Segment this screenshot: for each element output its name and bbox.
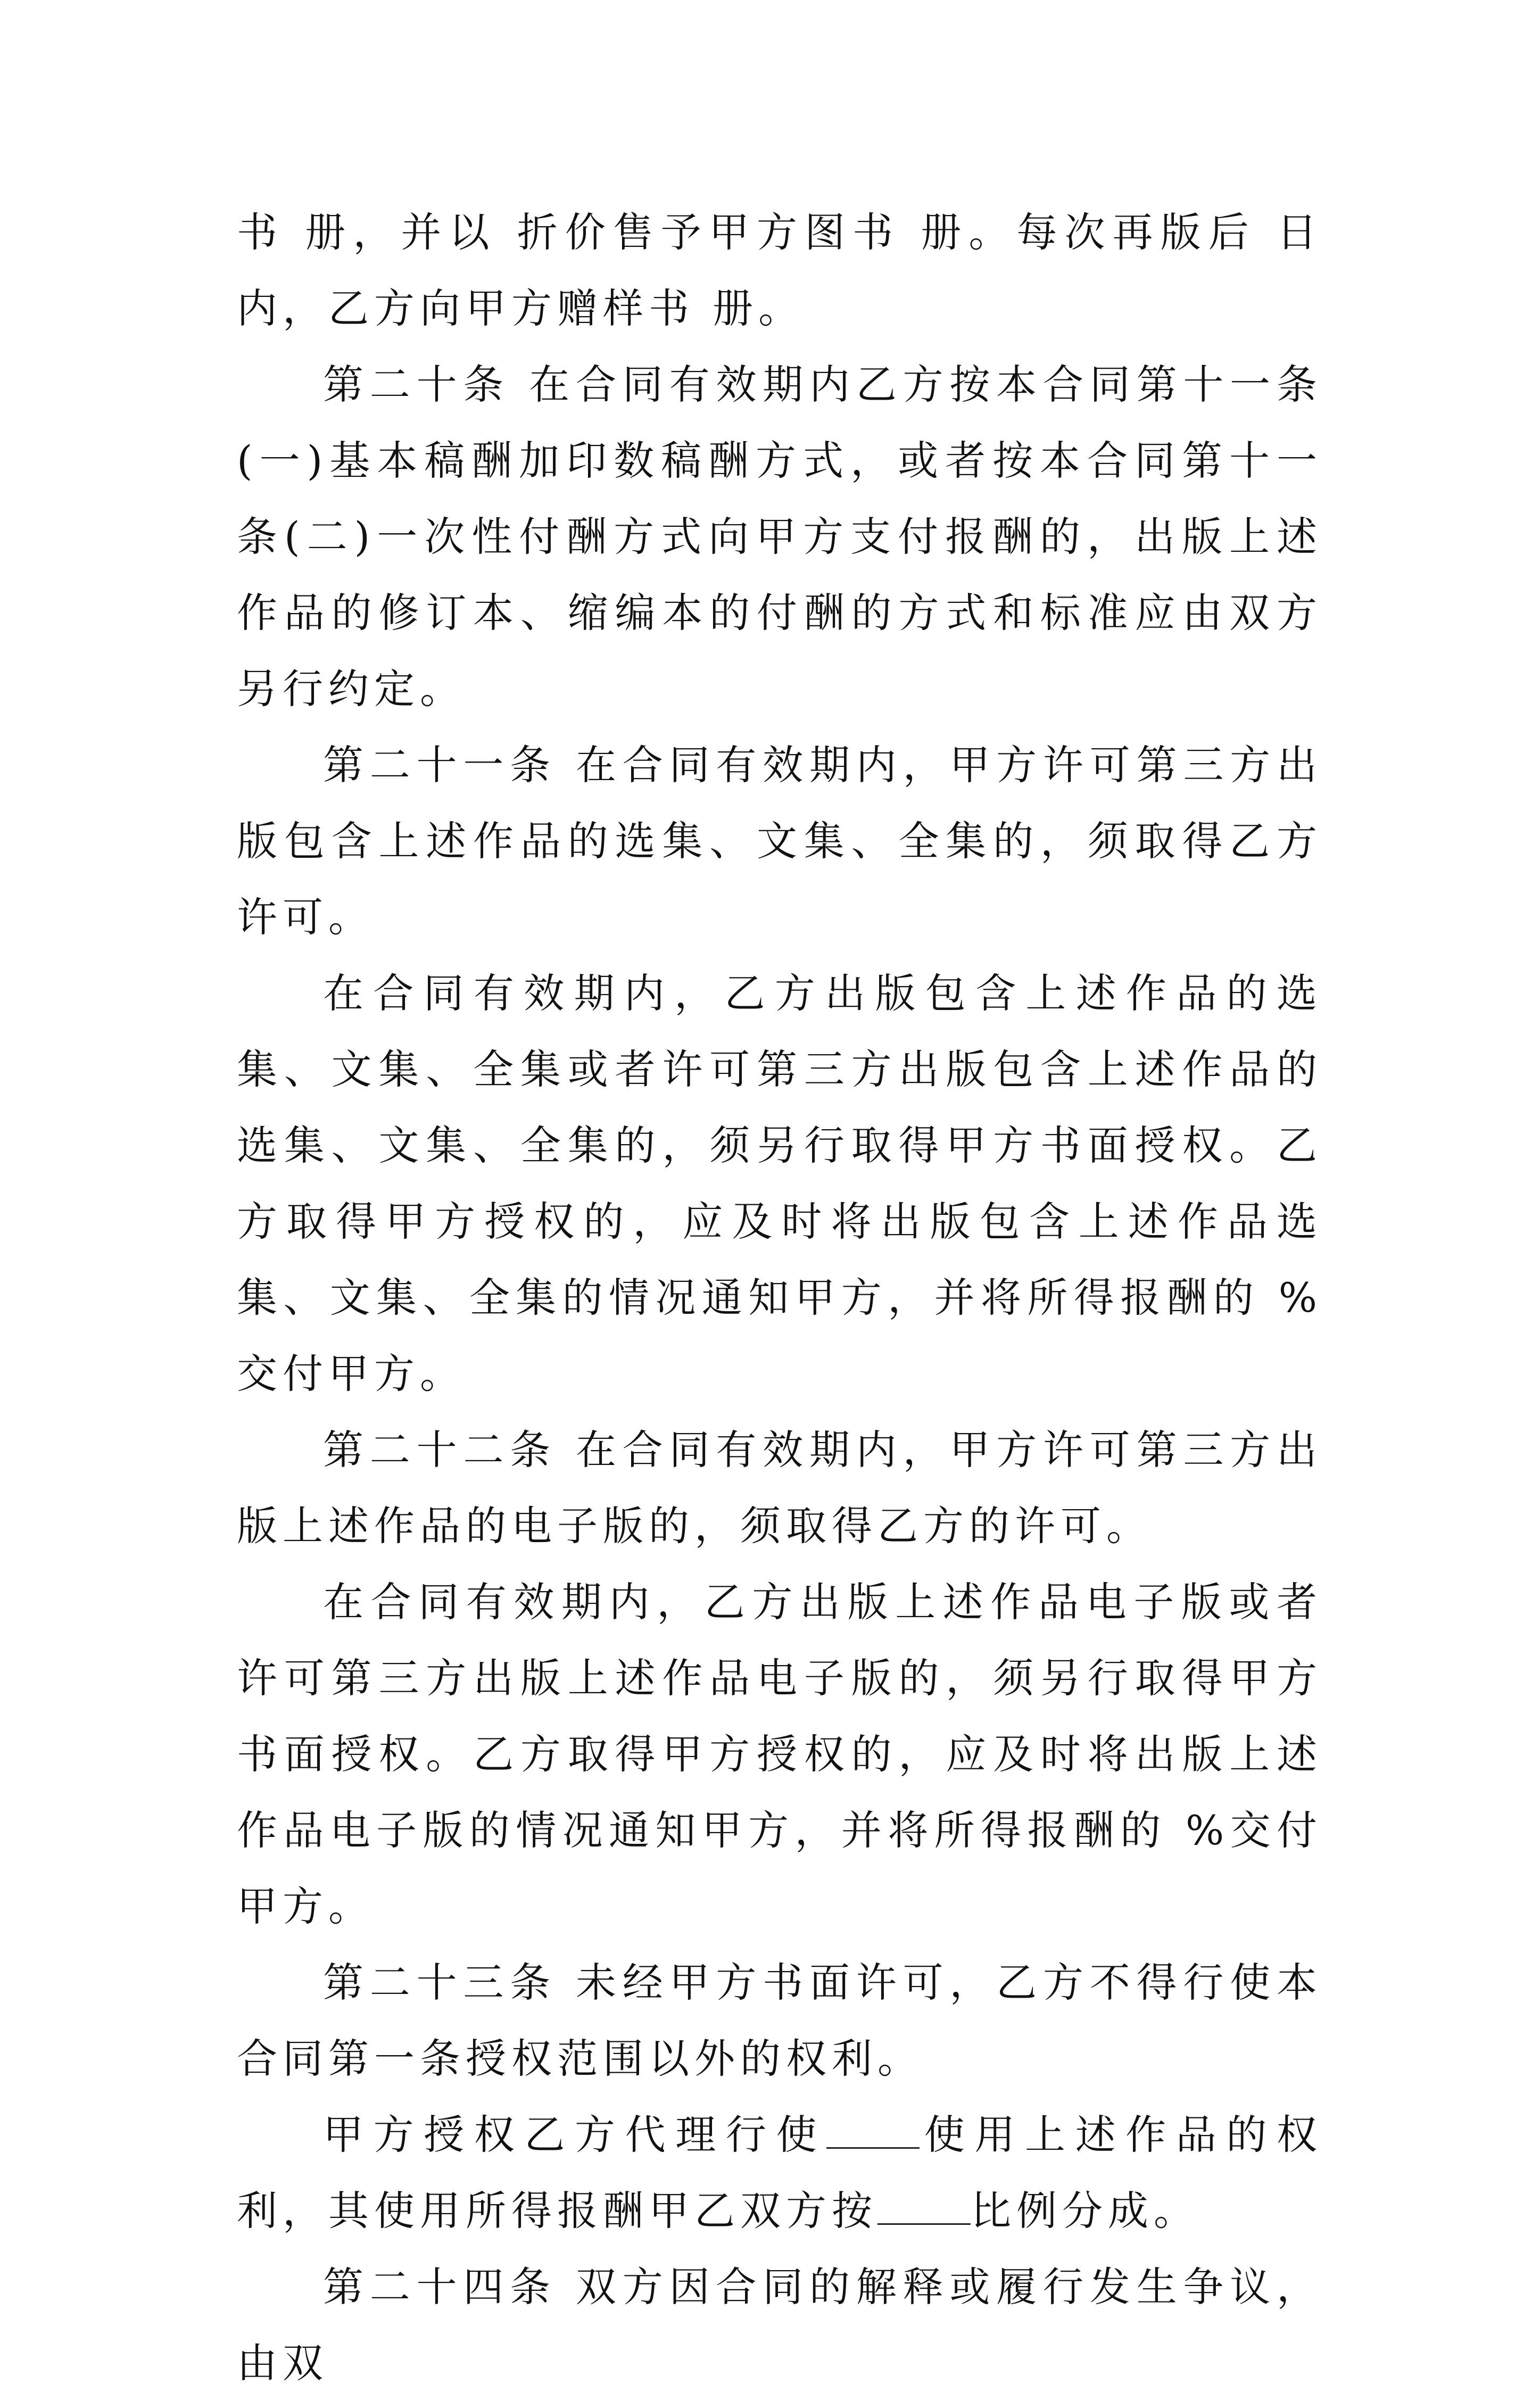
paragraph-article-24 — [237, 2249, 1322, 2401]
fill-in-blank[interactable] — [826, 2115, 920, 2149]
paragraph-text: 第二十条 在合同有效期内乙方按本合同第十一条(一)基本稿酬加印数稿酬方式，或者按本合同第十一条(二)一次性付酬方式向甲方支付报酬的，出版上述作品的修订本、缩编本的付酬的方式和标准应由双方另行约定。 — [237, 361, 1322, 713]
fill-in-blank[interactable] — [877, 2191, 971, 2225]
paragraph-article-22-b — [237, 1564, 1322, 1944]
paragraph-text: 在合同有效期内，乙方出版包含上述作品的选集、文集、全集或者许可第三方出版包含上述作品的选集、文集、全集的，须另行取得甲方书面授权。乙方取得甲方授权的，应及时将出版包含上述作品选集、文集、全集的情况通知甲方，并将所得报酬的 %交付甲方。 — [237, 970, 1322, 1397]
paragraph-text: 第二十二条 在合同有效期内，甲方许可第三方出版上述作品的电子版的，须取得乙方的许可。 — [237, 1426, 1322, 1550]
paragraph-article-22 — [237, 1412, 1322, 1564]
paragraph-text: 比例分成。 — [971, 2187, 1199, 2234]
paragraph-continuation — [237, 194, 1322, 346]
paragraph-text: 甲方授权乙方代理行使 — [323, 2111, 827, 2158]
paragraph-text: 第二十四条 双方因合同的解释或履行发生争议，由双 — [237, 2263, 1322, 2387]
paragraph-article-23 — [237, 1944, 1322, 2097]
paragraph-text: 使用上述作品的权利，其使用所得报酬甲乙双方按 — [237, 2111, 1323, 2234]
paragraph-text: 第二十一条 在合同有效期内，甲方许可第三方出版包含上述作品的选集、文集、全集的，须取得乙方许可。 — [237, 741, 1322, 941]
paragraph-text: 在合同有效期内，乙方出版上述作品电子版或者许可第三方出版上述作品电子版的，须另行取得甲方书面授权。乙方取得甲方授权的，应及时将出版上述作品电子版的情况通知甲方，并将所得报酬的 %交付甲方。 — [237, 1578, 1322, 1930]
paragraph-article-21 — [237, 727, 1322, 955]
paragraph-article-21-b — [237, 955, 1322, 1412]
contract-body — [237, 194, 1322, 2401]
paragraph-article-20 — [237, 346, 1322, 727]
paragraph-text: 书 册，并以 折价售予甲方图书 册。每次再版后 日内，乙方向甲方赠样书 册。 — [237, 209, 1322, 332]
paragraph-article-23-b — [237, 2097, 1322, 2249]
paragraph-text: 第二十三条 未经甲方书面许可，乙方不得行使本合同第一条授权范围以外的权利。 — [237, 1959, 1322, 2082]
